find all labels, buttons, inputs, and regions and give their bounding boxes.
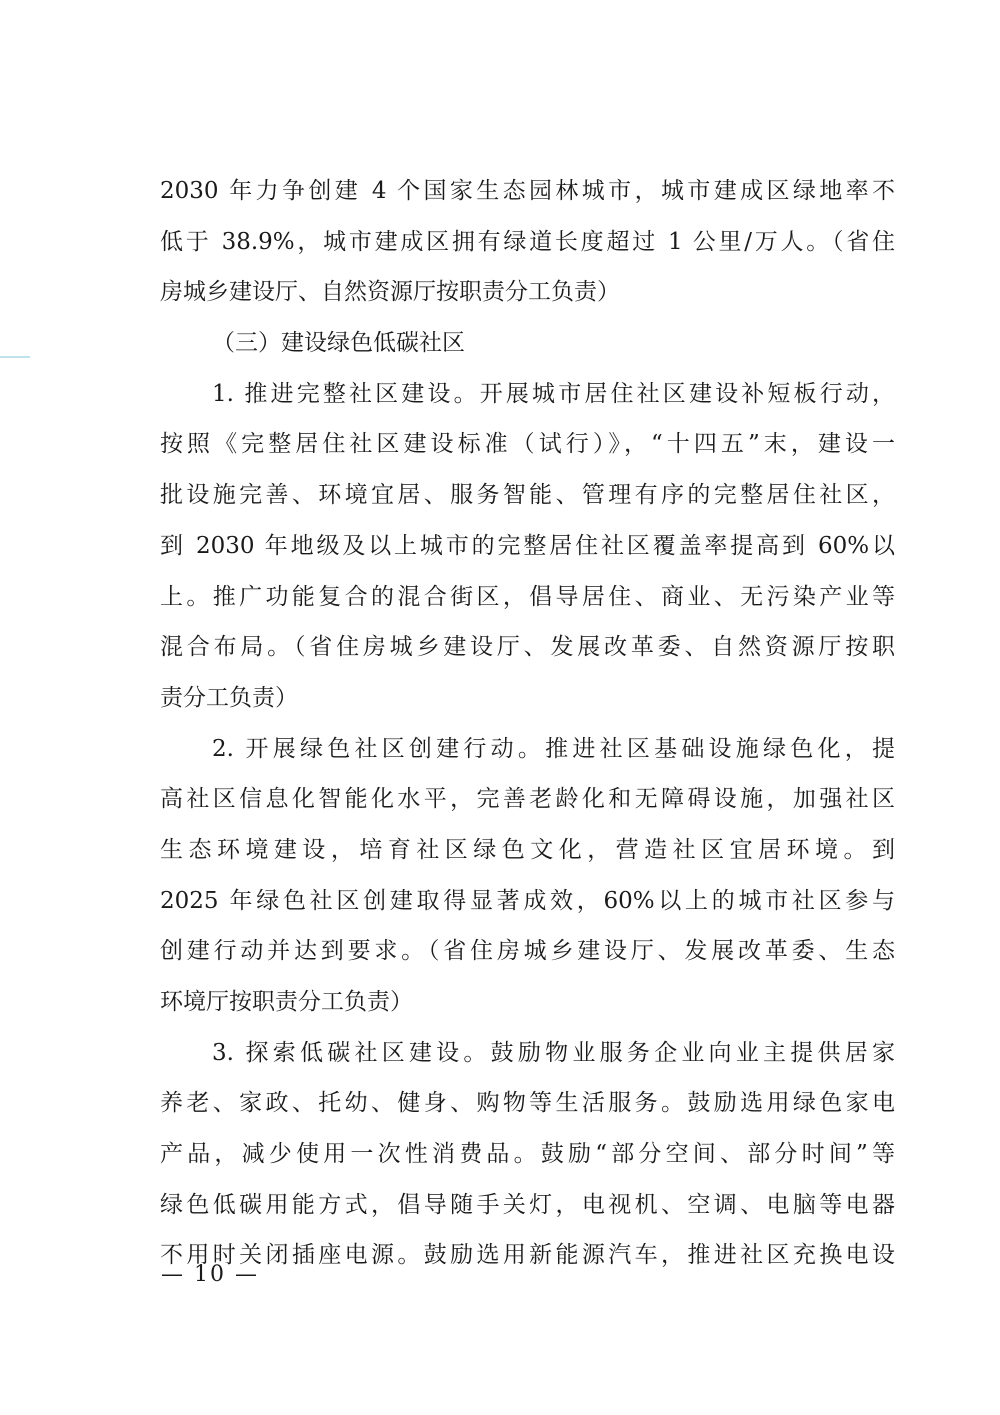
text-line: 高社区信息化智能化水平，完善老龄化和无障碍设施，加强社区 — [160, 786, 895, 813]
text-line: 2025 年绿色社区创建取得显著成效，60%以上的城市社区参与 — [160, 887, 895, 914]
section-heading-text: （三）建设绿色低碳社区 — [212, 330, 465, 357]
document-body — [160, 166, 895, 1281]
text-line: 批设施完善、环境宜居、服务智能、管理有序的完整居住社区， — [160, 482, 895, 509]
text-line: 混合布局。（省住房城乡建设厅、发展改革委、自然资源厅按职 — [160, 634, 895, 661]
page-number: — 10 — — [161, 1262, 259, 1287]
text-line: 到 2030 年地级及以上城市的完整居住社区覆盖率提高到 60%以 — [160, 532, 895, 559]
text-line: 绿色低碳用能方式，倡导随手关灯，电视机、空调、电脑等电器 — [160, 1191, 895, 1218]
paragraph-low-carbon-community — [160, 1028, 895, 1281]
text-line: 不用时关闭插座电源。鼓励选用新能源汽车，推进社区充换电设 — [160, 1242, 895, 1269]
text-line: 上。推广功能复合的混合街区，倡导居住、商业、无污染产业等 — [160, 583, 895, 610]
paragraph-green-city-targets — [160, 166, 895, 318]
text-line: 房城乡建设厅、自然资源厅按职责分工负责） — [160, 279, 620, 306]
text-line: 3. 探索低碳社区建设。鼓励物业服务企业向业主提供居家 — [212, 1039, 895, 1066]
scan-edge-mark — [0, 356, 30, 358]
text-line: 生态环境建设，培育社区绿色文化，营造社区宜居环境。到 — [160, 836, 895, 863]
section-heading — [160, 318, 895, 369]
paragraph-complete-community — [160, 369, 895, 724]
text-line: 养老、家政、托幼、健身、购物等生活服务。鼓励选用绿色家电 — [160, 1090, 895, 1117]
text-line: 产品，减少使用一次性消费品。鼓励“部分空间、部分时间”等 — [160, 1141, 895, 1168]
paragraph-green-community — [160, 724, 895, 1028]
text-line: 创建行动并达到要求。（省住房城乡建设厅、发展改革委、生态 — [160, 938, 895, 965]
text-line: 环境厅按职责分工负责） — [160, 989, 413, 1015]
text-line: 1. 推进完整社区建设。开展城市居住社区建设补短板行动， — [212, 380, 895, 407]
text-line: 2030 年力争创建 4 个国家生态园林城市，城市建成区绿地率不 — [160, 178, 895, 204]
text-line: 责分工负责） — [160, 684, 298, 711]
text-line: 低于 38.9%，城市建成区拥有绿道长度超过 1 公里/万人。（省住 — [160, 228, 895, 255]
text-line: 2. 开展绿色社区创建行动。推进社区基础设施绿色化，提 — [212, 735, 895, 762]
text-line: 按照《完整居住社区建设标准（试行）》，“十四五”末，建设一 — [160, 431, 895, 458]
